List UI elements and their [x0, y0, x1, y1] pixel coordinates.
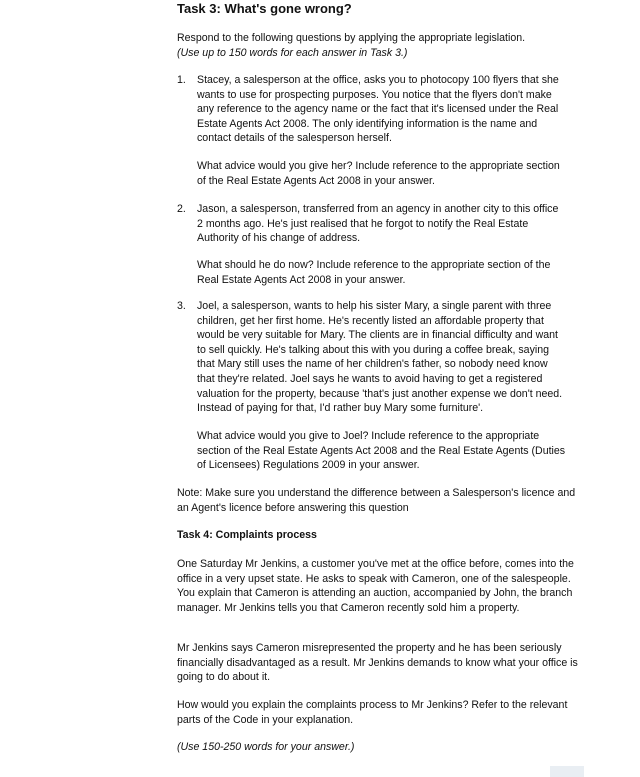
question-prompt: What advice would you give to Joel? Include reference to the appropriate section of the Real Estate Agents Act 2008 and the Real Estate Agents (Duties of Licensees) Regulations 2009 in your answer.: [197, 430, 566, 472]
task4-paragraph-1: One Saturday Mr Jenkins, a customer you've met at the office before, comes into the office in a very upset state. He asks to speak with Cameron, one of the salespeople. You explain that Cameron is attending an auction, accompanied by John, the branch manager. Mr Jenkins tells you that Cameron recently sold him a property.: [177, 558, 574, 614]
task4-paragraph-2: Mr Jenkins says Cameron misrepresented the property and he has been seriously financially disadvantaged as a result. Mr Jenkins demands to know what your office is going to do about it.: [177, 642, 578, 684]
task4-paragraph-3: How would you explain the complaints process to Mr Jenkins? Refer to the relevant parts of the Code in your explanation.: [177, 699, 568, 726]
task3-word-limit-note: (Use up to 150 words for each answer in Task 3.): [177, 46, 408, 59]
question-number: 2.: [177, 203, 186, 215]
task3-intro: [177, 31, 597, 60]
page-corner-tab: [550, 766, 584, 777]
licence-note: Note: Make sure you understand the difference between a Salesperson's licence and an Agent's licence before answering this question: [177, 487, 576, 514]
question-scenario: Stacey, a salesperson at the office, asks you to photocopy 100 flyers that she wants to use for prospecting purposes. You notice that the flyers don't make any reference to the agency name or the fact that it's licensed under the Real Estate Agents Act 2008. The only identifying information is the name and contact details of the salesperson herself.: [197, 74, 559, 145]
question-number: 1.: [177, 74, 186, 86]
task3-heading: Task 3: What's gone wrong?: [177, 1, 352, 16]
task3-intro-text: Respond to the following questions by applying the appropriate legislation.: [177, 32, 526, 44]
task4-heading: Task 4: Complaints process: [177, 529, 317, 541]
question-scenario: Joel, a salesperson, wants to help his sister Mary, a single parent with three children, get her first home. He's recently listed an affordable property that would be very suitable for Mary. The clients are in financial difficulty and want to sell quickly. He's talking about this with you during a coffee break, saying that Mary still uses the name of her children's father, so nobody need know that they're related. Joel says he wants to avoid having to get a registered valuation for the property, because 'that's just another expense we don't need. Instead of paying for that, I'd rather buy Mary some furniture'.: [197, 300, 563, 415]
question-prompt: What advice would you give her? Include reference to the appropriate section of the Real Estate Agents Act 2008 in your answer.: [197, 160, 560, 187]
question-scenario: Jason, a salesperson, transferred from an agency in another city to this office 2 months ago. He's just realised that he forgot to notify the Real Estate Authority of his change of address.: [197, 203, 559, 245]
task4-word-limit-note: (Use 150-250 words for your answer.): [177, 741, 355, 753]
question-prompt: What should he do now? Include reference to the appropriate section of the Real Estate Agents Act 2008 in your answer.: [197, 259, 551, 286]
question-number: 3.: [177, 300, 186, 312]
